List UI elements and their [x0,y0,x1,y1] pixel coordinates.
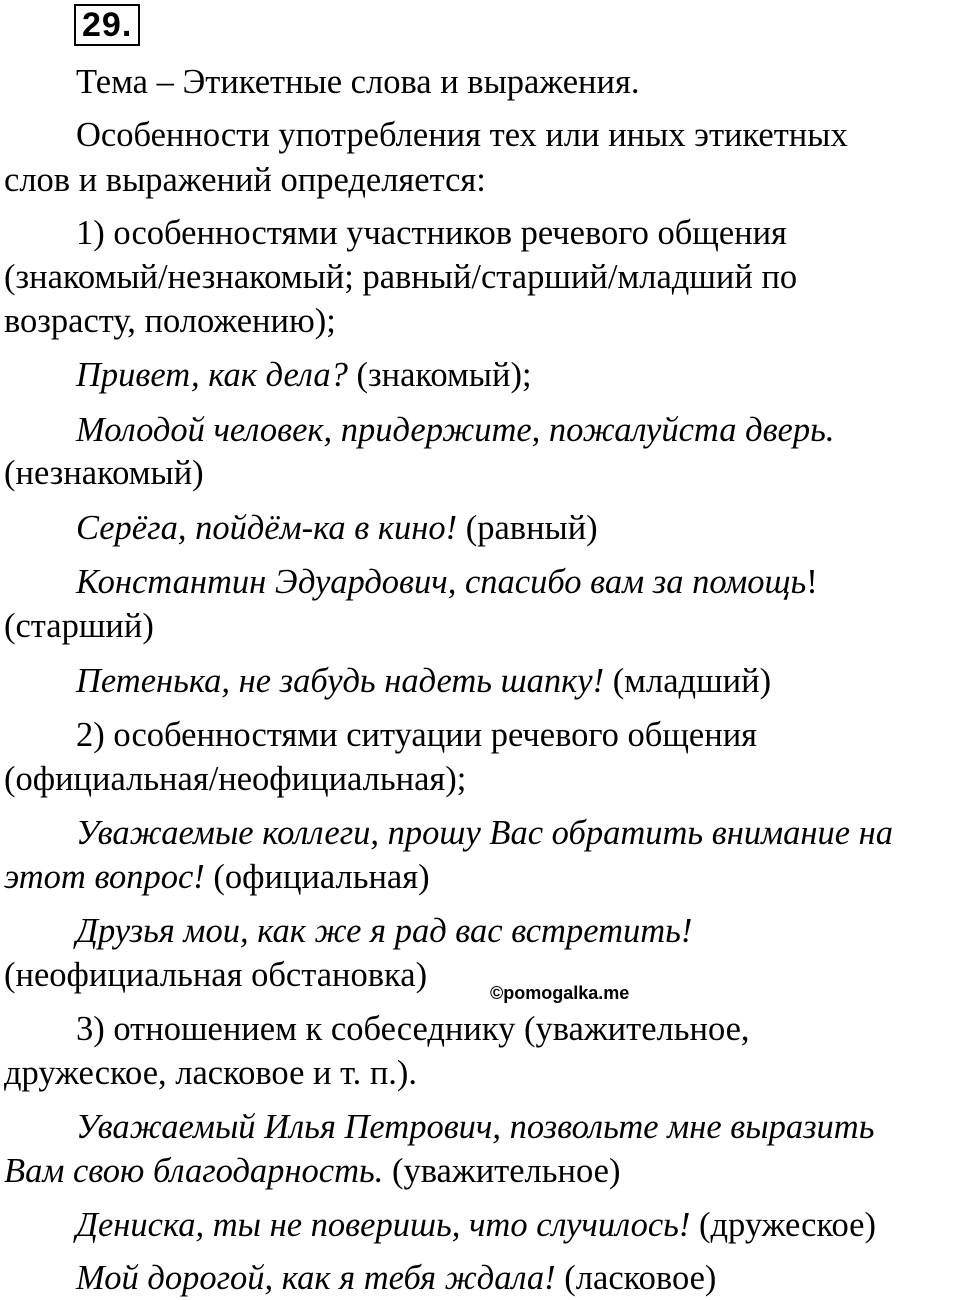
intro-line-1: Особенности употребления тех или иных этикетных [76,116,848,154]
example-italic: Мой дорогой, как я тебя ждала! [76,1259,556,1297]
theme-line: Тема – Этикетные слова и выражения. [76,63,640,101]
example-italic-line: Уважаемый Илья Петрович, позвольте мне выразить [76,1108,875,1146]
example-line [76,1258,716,1298]
point-1-line-3: возрасту, положению); [4,302,336,340]
example-italic: Серёга, пойдём-ка в кино! [76,509,458,547]
example-italic: Петенька, не забудь надеть шапку! [76,662,605,700]
example-note: (младший) [604,662,772,700]
intro-line-2: слов и выражений определяется: [4,161,486,199]
example-note-line: (старший) [4,607,154,645]
example-italic-line: Уважаемые коллеги, прошу Вас обратить внимание на [76,814,893,852]
example-italic-line: Друзья мои, как же я рад вас встретить! [76,912,693,950]
example-note: (равный) [457,509,598,547]
example-line [76,661,771,701]
watermark-text: ©pomogalka.me [490,983,630,1003]
example-note: (уважительное) [383,1152,621,1190]
example-italic: Константин Эдуардович, спасибо вам за помощь [76,563,807,601]
example-punct: ! [806,563,818,601]
example-italic: этот вопрос! [4,858,205,896]
example-italic-line: Молодой человек, придержите, пожалуйста дверь. [76,411,835,449]
example-note: (официальная) [204,858,430,896]
example-line [76,562,818,602]
point-3-line-2: дружеское, ласковое и т. п.). [4,1054,418,1092]
example-note: (ласковое) [555,1259,717,1297]
example-line [76,355,532,395]
example-line [76,1205,876,1245]
exercise-number: 29. [74,4,140,46]
point-1-line-2: (знакомый/незнакомый; равный/старший/младший по [4,258,798,296]
example-note-line: (неофициальная обстановка) [4,956,428,994]
point-3-line-1: 3) отношением к собеседнику (уважительное, [76,1010,750,1048]
example-line [4,1151,620,1191]
example-line [76,508,598,548]
example-line [4,857,430,897]
example-italic: Привет, как дела? [76,356,348,394]
example-note-line: (незнакомый) [4,454,204,492]
example-note: (знакомый); [347,356,532,394]
example-italic: Дениска, ты не поверишь, что случилось! [76,1206,691,1244]
example-note: (дружеское) [690,1206,876,1244]
point-1-line-1: 1) особенностями участников речевого общения [76,214,787,252]
example-italic: Вам свою благодарность. [4,1152,384,1190]
point-2-line-2: (официальная/неофициальная); [4,760,467,798]
point-2-line-1: 2) особенностями ситуации речевого общения [76,716,758,754]
